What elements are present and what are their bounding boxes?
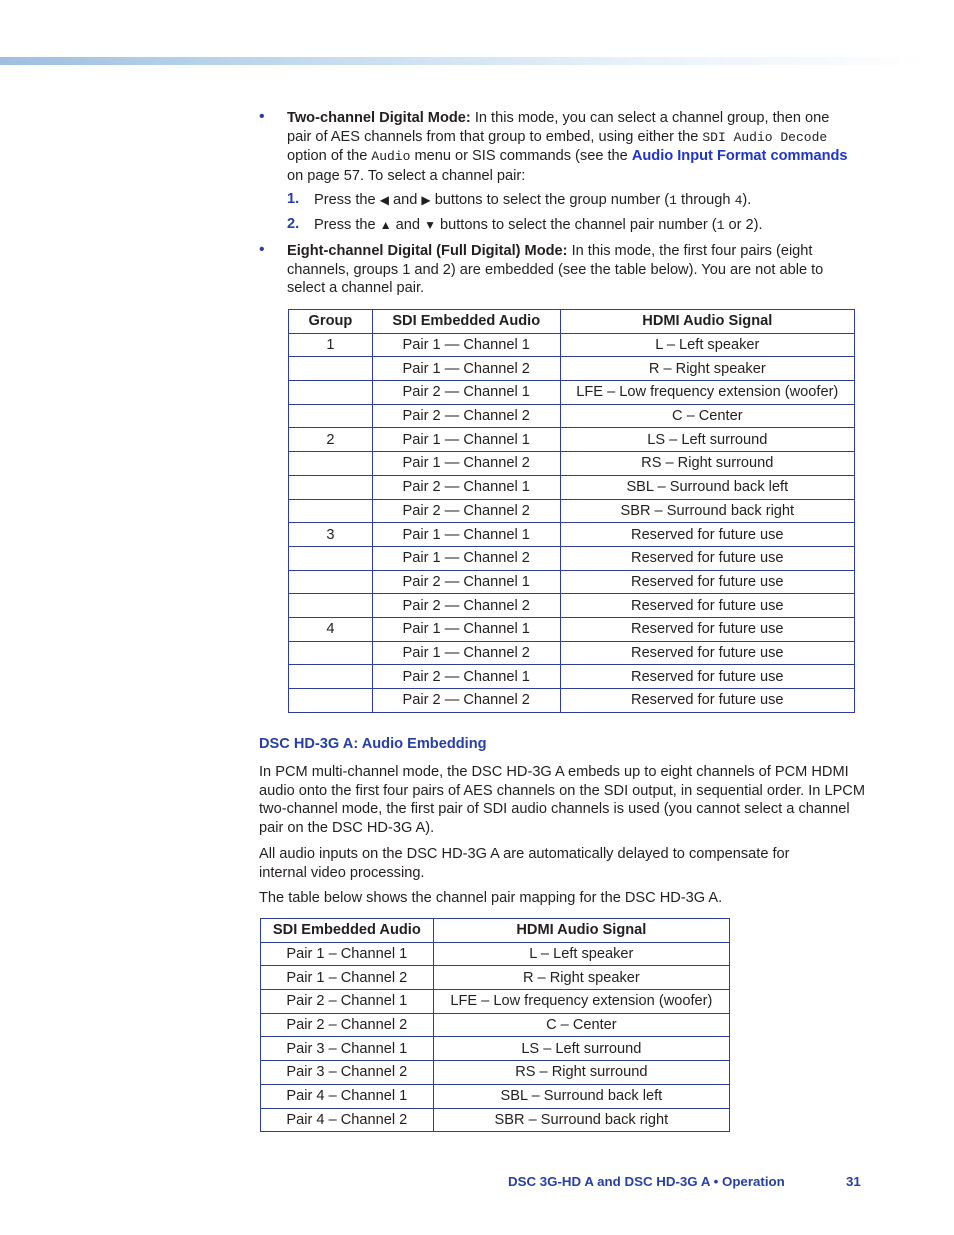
table-cell: 2 <box>289 428 373 452</box>
text-run: on page 57. To select a channel pair: <box>287 167 526 184</box>
table-cell: Pair 2 – Channel 2 <box>261 1013 434 1037</box>
table-cell: Pair 3 – Channel 2 <box>261 1061 434 1085</box>
table-cell: SBL – Surround back left <box>560 475 854 499</box>
column-header: SDI Embedded Audio <box>372 310 560 334</box>
table-cell <box>289 381 373 405</box>
table-cell: Pair 1 — Channel 1 <box>372 428 560 452</box>
table-cell: SBR – Surround back right <box>433 1108 729 1132</box>
table-cell <box>289 452 373 476</box>
table-cell: Pair 2 — Channel 1 <box>372 665 560 689</box>
right-arrow-icon: ▶ <box>421 193 431 207</box>
table-cell: Pair 2 — Channel 1 <box>372 381 560 405</box>
down-arrow-icon: ▼ <box>424 218 436 232</box>
table-cell: LS – Left surround <box>560 428 854 452</box>
table-row <box>289 381 855 405</box>
table-row <box>289 499 855 523</box>
audio-delay-paragraph: All audio inputs on the DSC HD-3G A are automatically delayed to compensate for internal video processing. <box>259 846 790 881</box>
text-run: and <box>391 217 425 233</box>
bullet-icon: • <box>259 108 265 125</box>
step-2-number: 2. <box>287 216 300 232</box>
table-cell: Reserved for future use <box>560 641 854 665</box>
text-run: In this mode, the first four pairs (eight channels, groups 1 and 2) are embedded (see the table below). You are not able to select a channel pair. <box>287 243 824 297</box>
table-cell: C – Center <box>433 1013 729 1037</box>
table-cell: RS – Right surround <box>433 1061 729 1085</box>
table-cell <box>289 546 373 570</box>
step-1-number: 1. <box>287 191 300 207</box>
text-run: Press the <box>314 192 380 208</box>
table-cell: Reserved for future use <box>560 594 854 618</box>
table-cell: Pair 1 — Channel 1 <box>372 523 560 547</box>
table-cell <box>289 499 373 523</box>
code-audio: Audio <box>371 149 411 165</box>
table-cell: Reserved for future use <box>560 546 854 570</box>
table-row <box>289 689 855 713</box>
table-cell <box>289 357 373 381</box>
two-channel-mode-paragraph <box>287 109 852 185</box>
group-channel-mapping-table <box>288 309 855 713</box>
table-cell: Pair 1 — Channel 2 <box>372 452 560 476</box>
table-cell: Reserved for future use <box>560 665 854 689</box>
table-cell: L – Left speaker <box>433 942 729 966</box>
table-cell: Pair 1 — Channel 1 <box>372 617 560 641</box>
column-header: Group <box>289 310 373 334</box>
column-header: SDI Embedded Audio <box>261 919 434 943</box>
table-cell: RS – Right surround <box>560 452 854 476</box>
table-cell: LS – Left surround <box>433 1037 729 1061</box>
table-cell: Pair 1 – Channel 2 <box>261 966 434 990</box>
table-row <box>289 475 855 499</box>
page-number: 31 <box>846 1174 861 1189</box>
table-row <box>261 990 730 1014</box>
table-cell: Pair 1 — Channel 1 <box>372 333 560 357</box>
text-run: menu or SIS commands (see the <box>410 148 632 165</box>
table-intro-paragraph: The table below shows the channel pair mapping for the DSC HD-3G A. <box>259 890 723 906</box>
table-row <box>289 594 855 618</box>
table-cell: Pair 2 — Channel 1 <box>372 570 560 594</box>
table-row <box>261 942 730 966</box>
table-row <box>289 404 855 428</box>
text-run: ). <box>742 192 752 208</box>
table-cell: Pair 1 — Channel 2 <box>372 641 560 665</box>
table-cell: L – Left speaker <box>560 333 854 357</box>
table-cell: Pair 1 – Channel 1 <box>261 942 434 966</box>
table-row <box>261 966 730 990</box>
step-1-text <box>314 191 751 211</box>
up-arrow-icon: ▲ <box>379 218 392 232</box>
audio-input-format-link[interactable]: Audio Input Format commands <box>631 148 848 165</box>
table-cell: Pair 2 — Channel 2 <box>372 404 560 428</box>
left-arrow-icon: ◀ <box>379 193 389 207</box>
column-header: HDMI Audio Signal <box>560 310 854 334</box>
table-cell: SBR – Surround back right <box>560 499 854 523</box>
table-row <box>289 357 855 381</box>
table-header-row <box>289 310 855 334</box>
code-4: 4 <box>734 193 743 208</box>
table-cell: Pair 2 — Channel 2 <box>372 689 560 713</box>
code-1: 1 <box>669 193 677 208</box>
text-run: Press the <box>314 217 380 233</box>
table-header-row <box>261 919 730 943</box>
table-cell: 4 <box>289 617 373 641</box>
table-row <box>289 523 855 547</box>
table-cell: Reserved for future use <box>560 689 854 713</box>
hd3g-pair-mapping-table <box>260 918 730 1132</box>
table-cell <box>289 570 373 594</box>
table-row <box>289 641 855 665</box>
pcm-mode-paragraph: In PCM multi-channel mode, the DSC HD-3G A embeds up to eight channels of PCM HDMI audio onto the first four pairs of AES channels on the SDI output, in sequential order. In LPCM two-channel mode, the first pair of SDI audio channels is used (you cannot select a channel pair on the DSC HD-3G A). <box>259 764 866 836</box>
table-row <box>289 452 855 476</box>
text-run: buttons to select the channel pair number ( <box>435 217 717 233</box>
text-run: and <box>388 192 422 208</box>
table-cell: Pair 2 – Channel 1 <box>261 990 434 1014</box>
table-cell <box>289 404 373 428</box>
table-row <box>261 1037 730 1061</box>
table-cell <box>289 641 373 665</box>
eight-channel-mode-paragraph <box>287 242 852 298</box>
table-cell: Pair 3 – Channel 1 <box>261 1037 434 1061</box>
table-cell: Pair 4 – Channel 1 <box>261 1084 434 1108</box>
footer-title: DSC 3G-HD A and DSC HD-3G A • Operation <box>508 1174 785 1189</box>
table-cell: Reserved for future use <box>560 570 854 594</box>
bullet-icon: • <box>259 241 265 258</box>
code-1: 1 <box>716 218 725 233</box>
column-header: HDMI Audio Signal <box>433 919 729 943</box>
text-run: through <box>676 192 735 208</box>
step-2-text <box>314 216 763 236</box>
table-cell: Pair 1 — Channel 2 <box>372 357 560 381</box>
table-cell: 3 <box>289 523 373 547</box>
table-cell: LFE – Low frequency extension (woofer) <box>560 381 854 405</box>
code-sdi-audio-decode: SDI Audio Decode <box>702 129 828 145</box>
table-cell: SBL – Surround back left <box>433 1084 729 1108</box>
table-cell: Pair 2 — Channel 2 <box>372 499 560 523</box>
table-cell: R – Right speaker <box>433 966 729 990</box>
table-row <box>289 428 855 452</box>
table-cell: Pair 4 – Channel 2 <box>261 1108 434 1132</box>
table-cell: Pair 2 — Channel 1 <box>372 475 560 499</box>
text-run: option of the <box>287 148 372 165</box>
table-cell: Pair 1 — Channel 2 <box>372 546 560 570</box>
table-cell: Pair 2 — Channel 2 <box>372 594 560 618</box>
table-row <box>261 1061 730 1085</box>
table-cell: LFE – Low frequency extension (woofer) <box>433 990 729 1014</box>
section-heading: DSC HD-3G A: Audio Embedding <box>259 736 487 752</box>
table-row <box>261 1084 730 1108</box>
table-row <box>289 546 855 570</box>
table-cell <box>289 665 373 689</box>
table-cell: R – Right speaker <box>560 357 854 381</box>
table-cell: Reserved for future use <box>560 617 854 641</box>
table-cell: 1 <box>289 333 373 357</box>
table-cell <box>289 475 373 499</box>
text-run: buttons to select the group number ( <box>430 192 670 208</box>
table-row <box>261 1108 730 1132</box>
table-cell: C – Center <box>560 404 854 428</box>
table-cell: Reserved for future use <box>560 523 854 547</box>
text-run: or 2). <box>724 217 763 233</box>
table-row <box>261 1013 730 1037</box>
table-row <box>289 570 855 594</box>
table-cell <box>289 594 373 618</box>
table-row <box>289 333 855 357</box>
table-row <box>289 617 855 641</box>
header-gradient-bar <box>0 57 930 65</box>
eight-channel-mode-lead: Eight-channel Digital (Full Digital) Mode: <box>287 243 568 259</box>
two-channel-mode-lead: Two-channel Digital Mode: <box>287 110 471 126</box>
table-cell <box>289 689 373 713</box>
table-row <box>289 665 855 689</box>
text-run: In this mode, you can select a channel group, then one pair of AES channels from that group to embed, using either the <box>287 110 830 145</box>
